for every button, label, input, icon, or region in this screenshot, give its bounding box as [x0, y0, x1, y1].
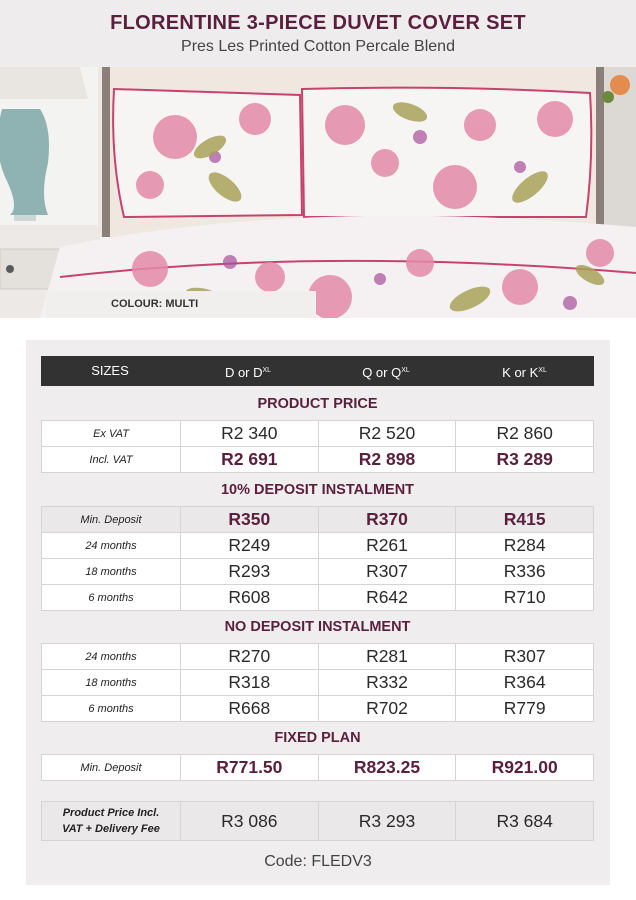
row-label: 24 months — [42, 644, 181, 670]
table-row — [42, 533, 594, 559]
size-king-header: K or $K^{XL}$ — [502, 365, 547, 380]
price-double: R318 — [181, 670, 319, 696]
table-row — [42, 670, 594, 696]
price-double: R270 — [181, 644, 319, 670]
row-label: Ex VAT — [42, 421, 181, 447]
price-king: R710 — [456, 585, 594, 611]
price-king: R336 — [456, 559, 594, 585]
price-king: R2 860 — [456, 421, 594, 447]
product-subtitle: Pres Les Printed Cotton Percale Blend — [181, 38, 455, 55]
deposit-instalment-table — [41, 506, 594, 611]
no-deposit-instalment-table — [41, 643, 594, 722]
product-price-title: PRODUCT PRICE — [257, 396, 378, 412]
total-price-table — [41, 801, 594, 841]
colour-label: COLOUR: MULTI — [46, 291, 316, 318]
product-title: FLORENTINE 3-PIECE DUVET COVER SET — [110, 12, 526, 34]
table-row — [42, 802, 594, 841]
price-king: R779 — [456, 696, 594, 722]
table-row — [42, 755, 594, 781]
size-queen-header: Q or $Q^{XL}$ — [362, 365, 410, 380]
price-king: R364 — [456, 670, 594, 696]
size-double-header: D or $D^{XL}$ — [224, 365, 272, 380]
price-double: R293 — [181, 559, 319, 585]
price-double: R2 691 — [181, 447, 319, 473]
row-label: Incl. VAT — [42, 447, 181, 473]
price-queen: R702 — [318, 696, 456, 722]
no-deposit-instalment-title: NO DEPOSIT INSTALMENT — [224, 619, 411, 635]
total-double: R3 086 — [181, 802, 319, 841]
price-double: R668 — [181, 696, 319, 722]
price-queen: R332 — [318, 670, 456, 696]
table-row — [42, 421, 594, 447]
price-double: R771.50 — [181, 755, 319, 781]
fixed-plan-title: FIXED PLAN — [274, 730, 361, 746]
page-header — [0, 0, 636, 67]
price-queen: R307 — [318, 559, 456, 585]
table-row — [42, 696, 594, 722]
table-row — [42, 585, 594, 611]
table-row — [42, 507, 594, 533]
row-label: 6 months — [42, 585, 181, 611]
price-queen: R823.25 — [318, 755, 456, 781]
price-queen: R261 — [318, 533, 456, 559]
fixed-plan-table — [41, 754, 594, 781]
price-queen: R2 898 — [318, 447, 456, 473]
duvet-illustration — [0, 67, 636, 318]
product-code: Code: FLEDV3 — [264, 853, 372, 870]
total-label: Product Price Incl. VAT + Delivery Fee — [42, 802, 181, 841]
total-queen: R3 293 — [318, 802, 456, 841]
price-king: R415 — [456, 507, 594, 533]
row-label: 18 months — [42, 670, 181, 696]
total-king: R3 684 — [456, 802, 594, 841]
product-price-table — [41, 420, 594, 473]
price-double: R608 — [181, 585, 319, 611]
row-label: 18 months — [42, 559, 181, 585]
sizes-header — [41, 356, 594, 386]
price-king: R3 289 — [456, 447, 594, 473]
row-label: 24 months — [42, 533, 181, 559]
sizes-label: SIZES — [91, 363, 129, 378]
deposit-instalment-title: 10% DEPOSIT INSTALMENT — [220, 482, 415, 498]
price-queen: R370 — [318, 507, 456, 533]
price-king: R921.00 — [456, 755, 594, 781]
price-king: R284 — [456, 533, 594, 559]
row-label: Min. Deposit — [42, 755, 181, 781]
table-row — [42, 559, 594, 585]
table-row — [42, 447, 594, 473]
row-label: 6 months — [42, 696, 181, 722]
price-queen: R2 520 — [318, 421, 456, 447]
price-king: R307 — [456, 644, 594, 670]
product-photo — [0, 67, 636, 318]
price-double: R2 340 — [181, 421, 319, 447]
row-label: Min. Deposit — [42, 507, 181, 533]
price-double: R350 — [181, 507, 319, 533]
price-double: R249 — [181, 533, 319, 559]
price-queen: R642 — [318, 585, 456, 611]
price-queen: R281 — [318, 644, 456, 670]
table-row — [42, 644, 594, 670]
